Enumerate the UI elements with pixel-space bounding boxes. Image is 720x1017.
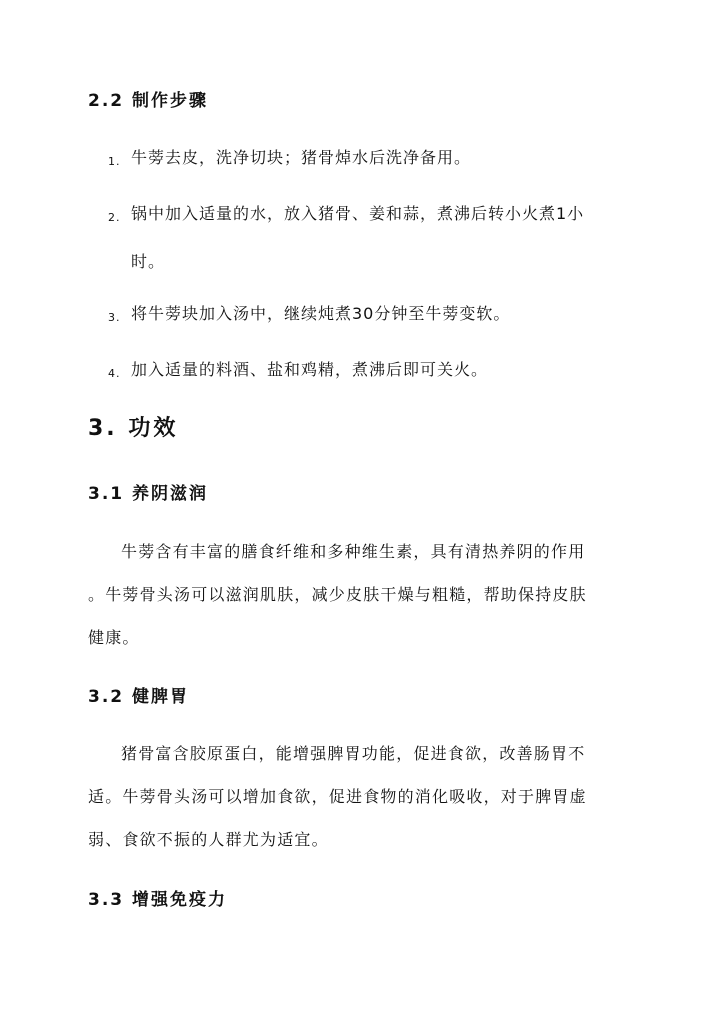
section-heading-2-2: 2.2 制作步骤 (88, 91, 209, 111)
list-text: 将牛蒡块加入汤中，继续炖煮30分钟至牛蒡变软。 (131, 304, 511, 323)
paragraph-line: 弱、食欲不振的人群尤为适宜。 (88, 830, 329, 849)
list-number: 4. (108, 367, 121, 380)
paragraph-line: 。牛蒡骨头汤可以滋润肌肤，减少皮肤干燥与粗糙，帮助保持皮肤 (88, 585, 587, 604)
list-number: 3. (108, 311, 121, 324)
list-item-step-1 (108, 147, 638, 169)
paragraph-line: 牛蒡含有丰富的膳食纤维和多种维生素，具有清热养阴的作用 (121, 542, 586, 561)
paragraph-3-2 (88, 743, 633, 872)
list-text: 牛蒡去皮，洗净切块；猪骨焯水后洗净备用。 (131, 148, 472, 167)
list-text-continuation: 时。 (131, 252, 166, 271)
list-item-step-2 (108, 203, 638, 273)
list-item-step-4 (108, 359, 638, 381)
list-number: 1. (108, 155, 121, 168)
paragraph-line: 健康。 (88, 628, 140, 647)
section-heading-3-3: 3.3 增强免疫力 (88, 890, 228, 910)
section-heading-3-2: 3.2 健脾胃 (88, 687, 190, 707)
paragraph-3-1 (88, 541, 633, 670)
section-heading-3-1: 3.1 养阴滋润 (88, 484, 209, 504)
paragraph-line: 适。牛蒡骨头汤可以增加食欲，促进食物的消化吸收，对于脾胃虚 (88, 787, 587, 806)
list-text: 加入适量的料酒、盐和鸡精，煮沸后即可关火。 (131, 360, 489, 379)
list-number: 2. (108, 211, 121, 224)
list-item-step-3 (108, 303, 638, 325)
paragraph-line: 猪骨富含胶原蛋白，能增强脾胃功能，促进食欲，改善肠胃不 (121, 744, 586, 763)
list-text: 锅中加入适量的水，放入猪骨、姜和蒜，煮沸后转小火煮1小 (131, 204, 585, 223)
section-heading-3: 3. 功效 (88, 416, 179, 441)
